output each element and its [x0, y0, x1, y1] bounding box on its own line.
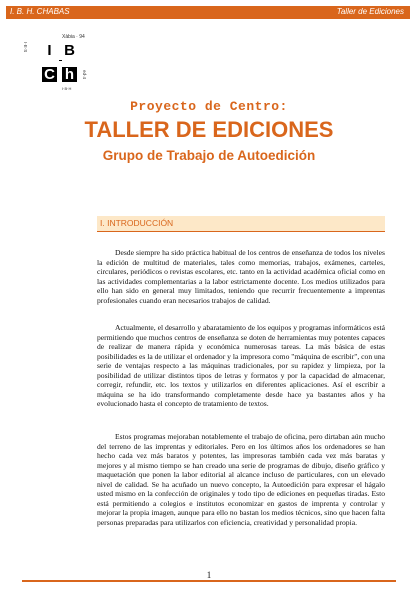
footer-rule: [22, 580, 396, 582]
school-logo: [22, 28, 112, 92]
logo-divider: [59, 60, 62, 61]
section-heading-box: [97, 216, 385, 232]
paragraph-3: [97, 432, 385, 527]
logo-letter-b: B: [64, 42, 75, 59]
logo-left-rail-text: I·E·S: [23, 42, 28, 53]
section-heading: I. INTRODUCCIÓN: [100, 218, 174, 228]
logo-letter-h: h: [62, 67, 77, 82]
logo-letter-i: I: [47, 42, 52, 59]
header-document-name: Taller de Ediciones: [336, 7, 404, 16]
document-title: TALLER DE EDICIONES: [84, 117, 334, 142]
logo-bottom-text: I·B·H: [62, 86, 72, 91]
document-subtitle: Grupo de Trabajo de Autoedición: [102, 148, 316, 163]
paragraph-3-text: Estos programas mejoraban notablemente el trabajo de oficina, pero dirtaban aún mucho del terreno de las imprentas y editoriales. Pero en los últimos años los ordenadores se han hecho cada vez más baratos y potentes, las impresoras también cada vez más baratas y mejores y al mismo tiempo se han creado una serie de programas de dibujo, diseño gráfico y maquetación que ponen la labor editorial al alcance incluso de particulares, con un elevado nivel de calidad. Se ha acuñado un nuevo concepto, la Autoedición para expresar el hágalo usted mismo en la confección de originales y todo tipo de ediciones en pequeñas tiradas. Esto está permitiendo a colegios e institutos economizar en gastos de imprenta y controlar y mejorar la propia imagen, aunque para ello no bastan los medios técnicos, sino que hacen falta personas preparadas para utilizarlos con eficiencia, creatividad y personalidad propia.: [97, 432, 385, 527]
paragraph-1: [97, 248, 385, 305]
header-school-name: I. B. H. CHABAS: [10, 7, 70, 16]
logo-letter-c: C: [42, 67, 57, 82]
logo-right-rail-text: ed·4: [82, 70, 87, 80]
paragraph-1-text: Desde siempre ha sido práctica habitual de los centros de enseñanza de todos los niveles la edición de multitud de materiales, tales como memorias, trabajos, exámenes, carteles, circulares, periódicos o revistas escolares, etc. tanto en la actividad académica oficial como en las actividades complementarias a la labor estrictamente docente. Los medios utilizados para ello han sido en general muy limitados, teniendo que recurrir frecuentemente a imprentas profesionales cuando eran necesarios trabajos de calidad.: [97, 248, 385, 305]
header-bar: [6, 6, 410, 19]
paragraph-2: [97, 323, 385, 409]
page-number: 1: [206, 570, 212, 580]
paragraph-2-text: Actualmente, el desarrollo y abaratamiento de los equipos y programas informáticos está permitiendo que muchos centros de enseñanza se doten de herramientas muy potentes capaces de realizar de manera rápida y económica numerosas tareas. La más básica de estas posibilidades es la de utilizar el ordenador y la impresora como "máquina de escribir", con una serie de ventajas respecto a las máquinas tradicionales, por su rapidez y limpieza, por la posibilidad de utilizar distintos tipos de letras y formatos y por la capacidad de almacenar, corregir, refundir, etc. los textos y utilizarlos en diferentes aplicaciones. Así el escribir a máquina se ha ido transformando completamente desde hace ya bastantes años y ha evolucionado hasta el concepto de tratamiento de textos.: [97, 323, 385, 408]
project-label: Proyecto de Centro:: [130, 99, 288, 114]
logo-top-text: Xàbia · 94: [62, 34, 85, 40]
